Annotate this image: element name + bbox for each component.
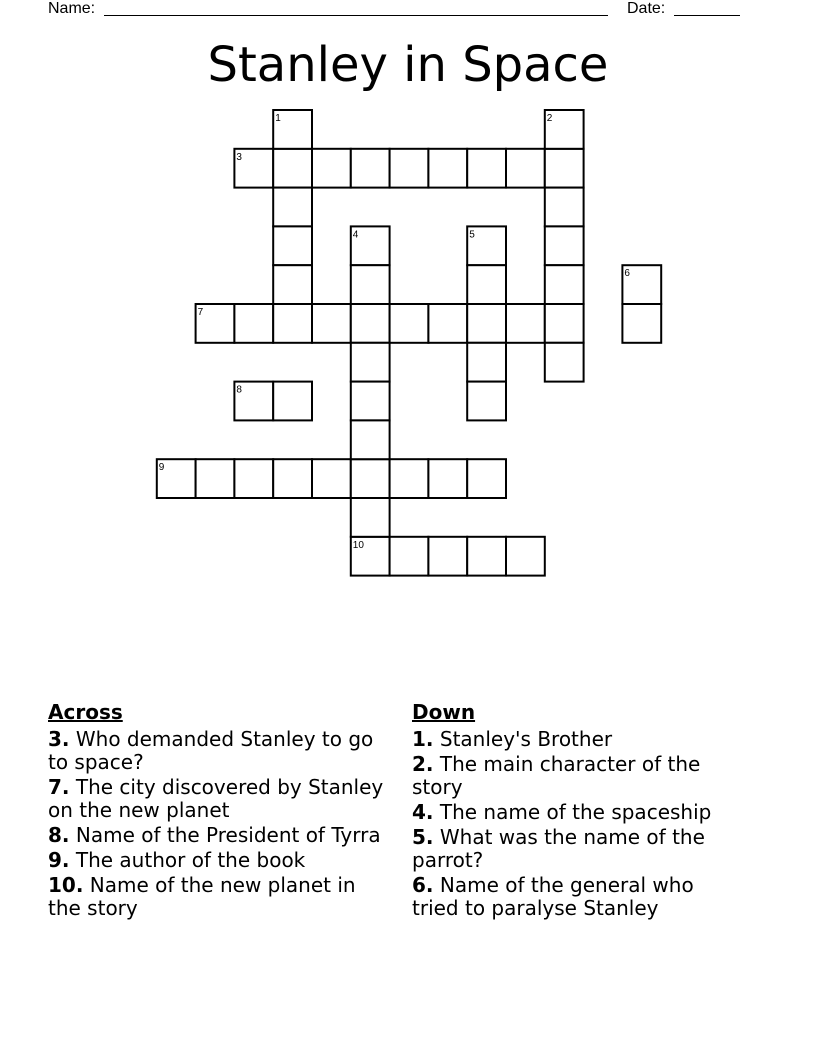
grid-cell[interactable] bbox=[351, 382, 390, 421]
clue-text: What was the name of the parrot? bbox=[412, 825, 705, 872]
across-clue bbox=[48, 728, 388, 774]
grid-cell[interactable] bbox=[234, 304, 273, 343]
date-label: Date: bbox=[627, 0, 666, 17]
grid-cell[interactable] bbox=[428, 304, 467, 343]
grid-cell[interactable] bbox=[467, 149, 506, 188]
grid-cell[interactable] bbox=[506, 537, 545, 576]
grid-cell[interactable] bbox=[506, 149, 545, 188]
down-clue-list bbox=[412, 728, 742, 920]
down-clue bbox=[412, 874, 742, 920]
grid-cell[interactable] bbox=[273, 226, 312, 265]
grid-cell[interactable] bbox=[234, 459, 273, 498]
grid-cell[interactable] bbox=[390, 459, 429, 498]
grid-cell[interactable] bbox=[467, 537, 506, 576]
clue-number: 9. bbox=[48, 848, 70, 872]
grid-cell[interactable] bbox=[390, 149, 429, 188]
across-heading: Across bbox=[48, 700, 123, 724]
clue-text: Name of the new planet in the story bbox=[48, 873, 356, 920]
down-clue bbox=[412, 728, 742, 751]
clue-number: 2. bbox=[412, 752, 434, 776]
grid-cell[interactable] bbox=[312, 149, 351, 188]
name-label: Name: bbox=[48, 0, 96, 17]
grid-cell[interactable] bbox=[428, 537, 467, 576]
grid-cell[interactable] bbox=[351, 304, 390, 343]
grid-cell[interactable] bbox=[506, 304, 545, 343]
cell-number: 9 bbox=[158, 462, 165, 474]
grid-cell[interactable] bbox=[273, 382, 312, 421]
down-clue bbox=[412, 753, 742, 799]
grid-cell[interactable] bbox=[390, 304, 429, 343]
grid-cell[interactable] bbox=[273, 459, 312, 498]
clue-text: Name of the President of Tyrra bbox=[75, 823, 381, 847]
cell-number: 7 bbox=[197, 307, 204, 318]
grid-cell[interactable] bbox=[351, 265, 390, 304]
cell-number: 2 bbox=[546, 113, 553, 124]
clue-number: 7. bbox=[48, 775, 70, 799]
grid-cell[interactable] bbox=[351, 149, 390, 188]
grid-cell[interactable] bbox=[312, 304, 351, 343]
grid-cell[interactable] bbox=[545, 226, 584, 265]
grid-cell[interactable] bbox=[273, 149, 312, 188]
grid-cell[interactable] bbox=[545, 343, 584, 382]
cell-number: 6 bbox=[624, 268, 630, 280]
grid-cell[interactable] bbox=[467, 382, 506, 421]
cell-number: 3 bbox=[236, 151, 242, 163]
grid-cell[interactable] bbox=[351, 343, 390, 382]
grid-cell[interactable] bbox=[622, 304, 661, 343]
across-clue bbox=[48, 776, 388, 822]
grid-cell[interactable] bbox=[428, 149, 467, 188]
across-clue-list bbox=[48, 728, 388, 920]
grid-cell[interactable] bbox=[545, 304, 584, 343]
clue-text: The author of the book bbox=[75, 848, 306, 872]
grid-cell[interactable] bbox=[467, 304, 506, 343]
across-clue bbox=[48, 824, 388, 847]
grid-cell[interactable] bbox=[312, 459, 351, 498]
grid-cell[interactable] bbox=[545, 149, 584, 188]
grid-cell[interactable] bbox=[467, 265, 506, 304]
grid-cell[interactable] bbox=[545, 188, 584, 227]
clue-number: 1. bbox=[412, 727, 434, 751]
grid-cell[interactable] bbox=[428, 459, 467, 498]
clue-text: The city discovered by Stanley on the new planet bbox=[48, 775, 384, 822]
grid-cell[interactable] bbox=[545, 265, 584, 304]
cell-number: 4 bbox=[352, 229, 359, 241]
clue-text: The main character of the story bbox=[412, 752, 701, 799]
grid-cell[interactable] bbox=[351, 498, 390, 537]
clue-text: Stanley's Brother bbox=[439, 727, 613, 751]
grid-cell[interactable] bbox=[273, 265, 312, 304]
across-clue bbox=[48, 849, 388, 872]
grid-cell[interactable] bbox=[196, 459, 235, 498]
clue-number: 3. bbox=[48, 727, 70, 751]
grid-cell[interactable] bbox=[467, 459, 506, 498]
down-clue bbox=[412, 826, 742, 872]
clue-text: Who demanded Stanley to go to space? bbox=[48, 727, 374, 774]
grid-cell[interactable] bbox=[467, 343, 506, 382]
clue-number: 5. bbox=[412, 825, 434, 849]
across-clue bbox=[48, 874, 388, 920]
clue-number: 6. bbox=[412, 873, 434, 897]
clue-text: Name of the general who tried to paralyse Stanley bbox=[412, 873, 694, 920]
grid-cell[interactable] bbox=[273, 304, 312, 343]
clue-number: 8. bbox=[48, 823, 70, 847]
clue-text: The name of the spaceship bbox=[439, 800, 712, 824]
down-clues bbox=[412, 701, 742, 922]
cell-number: 8 bbox=[236, 384, 242, 396]
clue-number: 10. bbox=[48, 873, 84, 897]
down-clue bbox=[412, 801, 742, 824]
across-clues bbox=[48, 701, 388, 922]
cell-number: 5 bbox=[469, 229, 475, 241]
grid-cell[interactable] bbox=[273, 188, 312, 227]
puzzle-title: Stanley in Space bbox=[207, 37, 609, 93]
grid-cell[interactable] bbox=[390, 537, 429, 576]
cell-number: 10 bbox=[352, 539, 364, 551]
grid-cell[interactable] bbox=[351, 459, 390, 498]
cell-number: 1 bbox=[275, 113, 281, 124]
down-heading: Down bbox=[412, 700, 476, 724]
clue-number: 4. bbox=[412, 800, 434, 824]
grid-cell[interactable] bbox=[351, 420, 390, 459]
